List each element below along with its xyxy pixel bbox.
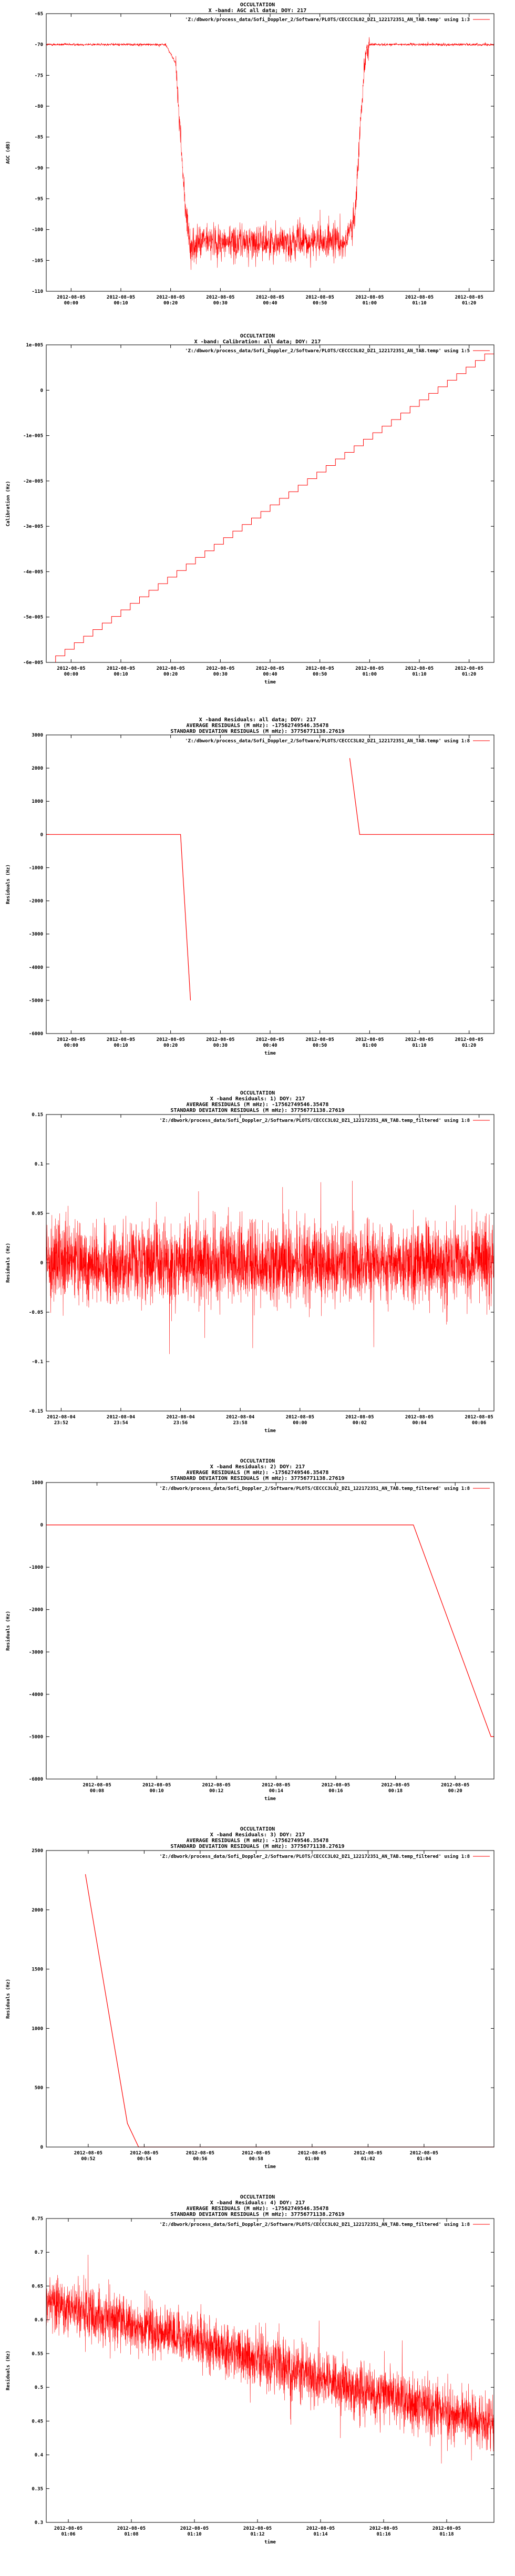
x-tick-label-date: 2012-08-05 [57,295,86,300]
series-line [46,1525,494,1737]
x-tick-label-date: 2012-08-05 [321,1783,351,1788]
x-tick-label-date: 2012-08-05 [355,1037,384,1042]
y-axis-label: Residuals (Hz) [6,864,11,904]
y-tick-label: -4e-005 [23,569,43,575]
y-axis-label: Residuals (Hz) [6,2350,11,2390]
x-tick-label-date: 2012-08-05 [255,1037,285,1042]
y-tick-label: 0.4 [34,2452,43,2458]
x-tick-label-time: 00:20 [163,1043,178,1048]
y-tick-label: -0.05 [28,1310,43,1315]
y-tick-label: 3000 [32,733,43,738]
y-tick-label: -5e-005 [23,615,43,620]
chart-title-line: AVERAGE RESIDUALS (M mHz): -17562749546.35478 [186,2206,329,2212]
x-axis-label: time [264,1428,276,1434]
series-group [46,2255,494,2463]
x-tick-label-date: 2012-08-05 [305,295,334,300]
y-tick-label: -110 [32,289,43,294]
x-tick-label-date: 2012-08-05 [156,1037,185,1042]
y-tick-label: -1e-005 [23,433,43,439]
x-tick-label-time: 01:10 [412,672,427,677]
chart-title-line: X -band Residuals: 2) DOY: 217 [210,1464,305,1470]
x-tick-label-date: 2012-08-05 [355,666,384,671]
x-tick-label-time: 00:04 [412,1420,427,1426]
chart-title-line: OCCULTATION [240,1458,275,1464]
y-tick-label: 1000 [32,2026,43,2032]
chart-panel-1 [0,0,515,331]
y-tick-label: -5000 [28,998,43,1004]
y-tick-label: -2000 [28,1607,43,1613]
y-tick-label: -6000 [28,1777,43,1782]
y-tick-label: 1e-005 [26,343,43,348]
x-tick-label-time: 00:02 [352,1420,367,1426]
legend-label: 'Z:/dbwork/process_data/Sofi_Doppler_2/Software/PLOTS/CECCC3L02_DZ1_122172351_AN_TAB.temp_filtered' using 1:8 [159,1486,470,1491]
x-tick-label-date: 2012-08-04 [166,1415,195,1420]
x-tick-label-date: 2012-08-05 [354,2151,383,2156]
x-tick-label-time: 00:30 [213,1043,228,1048]
x-tick-label-time: 00:54 [137,2156,151,2162]
plot-frame [46,1483,494,1779]
chart-title-line: AVERAGE RESIDUALS (M mHz): -17562749546.35478 [186,1102,329,1108]
y-tick-label: 0.3 [34,2520,43,2526]
y-tick-label: 0.05 [32,1211,43,1217]
x-tick-label-time: 01:14 [313,2532,328,2537]
x-tick-label-time: 00:56 [193,2156,208,2162]
x-tick-label-date: 2012-08-05 [455,666,483,671]
chart-svg [0,1088,515,1455]
x-tick-label-time: 00:50 [313,301,327,306]
y-tick-label: -100 [32,227,43,233]
x-tick-label-time: 23:56 [173,1420,188,1426]
x-tick-label-time: 00:18 [388,1788,403,1794]
chart-panel-6 [0,1824,515,2192]
x-tick-label-time: 00:52 [81,2156,96,2162]
y-axis-label: Residuals (Hz) [6,1611,11,1651]
y-tick-label: 0.45 [32,2419,43,2425]
x-tick-label-date: 2012-08-05 [57,1037,86,1042]
y-tick-label: -80 [34,104,43,109]
x-tick-label-time: 00:40 [263,1043,277,1048]
x-tick-label-date: 2012-08-05 [243,2526,272,2531]
chart-panel-2 [0,331,515,715]
x-tick-label-time: 23:52 [54,1420,68,1426]
x-tick-label-time: 00:20 [163,672,178,677]
x-tick-label-time: 00:10 [114,672,128,677]
chart-title-line: STANDARD DEVIATION RESIDUALS (M mHz): 37756771138.27619 [170,729,345,734]
x-tick-label-date: 2012-08-05 [369,2526,398,2531]
x-tick-label-date: 2012-08-05 [405,1415,434,1420]
y-tick-label: 1000 [32,1480,43,1486]
chart-title-line: X -band: Calibration: all data; DOY: 217 [194,339,321,345]
x-tick-label-time: 00:30 [213,672,228,677]
x-tick-label-date: 2012-08-05 [297,2151,326,2156]
x-tick-label-time: 00:20 [163,301,178,306]
y-tick-label: 0.1 [34,1162,43,1167]
x-tick-label-time: 01:06 [61,2532,76,2537]
y-tick-label: 0 [40,1261,43,1266]
x-tick-label-date: 2012-08-05 [83,1783,111,1788]
y-tick-label: -0.1 [32,1359,43,1365]
chart-title-line: STANDARD DEVIATION RESIDUALS (M mHz): 37756771138.27619 [170,1476,345,1481]
x-tick-label-date: 2012-08-04 [106,1415,136,1420]
x-tick-label-date: 2012-08-05 [242,2151,271,2156]
y-tick-label: 0 [40,2145,43,2150]
series-line [350,758,495,834]
series-group [46,354,494,662]
x-tick-label-date: 2012-08-05 [455,1037,483,1042]
x-tick-label-date: 2012-08-05 [432,2526,461,2531]
x-tick-label-time: 00:40 [263,672,277,677]
chart-title-line: STANDARD DEVIATION RESIDUALS (M mHz): 37756771138.27619 [170,2212,345,2217]
y-tick-label: 0.7 [34,2250,43,2256]
x-axis-label: time [264,1051,276,1056]
y-tick-label: -85 [34,135,43,140]
x-tick-label-time: 01:10 [412,1043,427,1048]
x-tick-label-date: 2012-08-05 [305,1037,334,1042]
chart-title-line: AVERAGE RESIDUALS (M mHz): -17562749546.35478 [186,1838,329,1844]
x-tick-label-time: 00:10 [114,301,128,306]
x-tick-label-date: 2012-08-05 [405,1037,434,1042]
chart-panel-7 [0,2192,515,2576]
y-axis-label: Residuals (Hz) [6,1979,11,2019]
y-tick-label: 0 [40,1522,43,1528]
x-tick-label-time: 00:16 [328,1788,343,1794]
chart-svg [0,2192,515,2575]
chart-panel-3 [0,715,515,1088]
series-line [46,354,494,662]
chart-svg [0,331,515,714]
x-tick-label-time: 01:00 [362,301,377,306]
chart-title-line: X -band Residuals: 3) DOY: 217 [210,1832,305,1838]
x-tick-label-date: 2012-08-05 [206,1037,235,1042]
chart-title-line: X -band Residuals: 4) DOY: 217 [210,2200,305,2206]
y-tick-label: 0.55 [32,2351,43,2357]
y-tick-label: -6000 [28,1031,43,1037]
x-tick-label-date: 2012-08-05 [180,2526,209,2531]
series-group [46,37,494,270]
y-tick-label: -70 [34,42,43,48]
series-line [86,1874,495,2147]
x-tick-label-date: 2012-08-05 [255,666,285,671]
x-tick-label-date: 2012-08-05 [54,2526,83,2531]
chart-title-line: OCCULTATION [240,2,275,8]
x-tick-label-time: 00:20 [448,1788,462,1794]
series-line [46,834,191,1000]
series-line [46,37,494,270]
legend-label: 'Z:/dbwork/process_data/Sofi_Doppler_2/Software/PLOTS/CECCC3L02_DZ1_122172351_AN_TAB.temp' using 1:3 [185,17,470,23]
chart-title-line: OCCULTATION [240,1090,275,1096]
x-tick-label-date: 2012-08-05 [57,666,86,671]
x-tick-label-date: 2012-08-05 [305,666,334,671]
x-tick-label-date: 2012-08-05 [206,295,235,300]
x-tick-label-date: 2012-08-05 [156,666,185,671]
chart-svg [0,1456,515,1823]
series-group [46,1181,494,1354]
x-tick-label-time: 00:00 [64,301,78,306]
y-tick-label: -0.15 [28,1409,43,1414]
chart-svg [0,1824,515,2191]
x-tick-label-time: 01:00 [305,2156,320,2162]
y-tick-label: -4000 [28,1692,43,1698]
x-tick-label-time: 00:50 [313,1043,327,1048]
x-tick-label-date: 2012-08-05 [355,295,384,300]
chart-title-line: STANDARD DEVIATION RESIDUALS (M mHz): 37756771138.27619 [170,1108,345,1113]
x-tick-label-time: 01:00 [362,672,377,677]
chart-title-line: STANDARD DEVIATION RESIDUALS (M mHz): 37756771138.27619 [170,1844,345,1849]
x-axis-label: time [264,2164,276,2170]
legend-label: 'Z:/dbwork/process_data/Sofi_Doppler_2/Software/PLOTS/CECCC3L02_DZ1_122172351_AN_TAB.temp_filtered' using 1:8 [159,2222,470,2227]
plot-frame [46,345,494,662]
x-tick-label-time: 00:30 [213,301,228,306]
y-tick-label: 1500 [32,1967,43,1972]
y-tick-label: 0.5 [34,2385,43,2391]
y-tick-label: -1000 [28,1565,43,1571]
y-tick-label: 2500 [32,1848,43,1854]
x-tick-label-date: 2012-08-05 [306,2526,335,2531]
x-tick-label-time: 01:16 [376,2532,391,2537]
x-tick-label-date: 2012-08-05 [74,2151,102,2156]
x-tick-label-time: 23:58 [233,1420,248,1426]
y-tick-label: 500 [34,2086,43,2091]
x-tick-label-time: 00:40 [263,301,277,306]
legend-label: 'Z:/dbwork/process_data/Sofi_Doppler_2/Software/PLOTS/CECCC3L02_DZ1_122172351_AN_TAB.temp' using 1:8 [185,739,470,744]
x-tick-label-date: 2012-08-05 [255,295,285,300]
x-tick-label-date: 2012-08-05 [106,1037,136,1042]
y-tick-label: -95 [34,197,43,202]
x-tick-label-date: 2012-08-05 [465,1415,493,1420]
y-tick-label: -90 [34,166,43,171]
y-tick-label: 2000 [32,1907,43,1913]
x-tick-label-date: 2012-08-05 [405,666,434,671]
x-tick-label-time: 00:58 [249,2156,263,2162]
x-tick-label-date: 2012-08-05 [186,2151,214,2156]
x-tick-label-date: 2012-08-05 [202,1783,231,1788]
y-tick-label: -65 [34,12,43,17]
chart-title-line: X -band: AGC all data; DOY: 217 [208,8,307,14]
series-line [46,2255,494,2463]
x-tick-label-date: 2012-08-05 [409,2151,438,2156]
x-tick-label-time: 01:20 [462,672,477,677]
x-tick-label-time: 01:10 [187,2532,202,2537]
x-axis-label: time [264,1796,276,1802]
x-tick-label-date: 2012-08-05 [130,2151,159,2156]
series-line [46,1181,494,1354]
x-axis-label: time [264,680,276,685]
plot-frame [46,735,494,1034]
x-tick-label-date: 2012-08-05 [156,295,185,300]
x-tick-label-time: 00:50 [313,672,327,677]
x-tick-label-date: 2012-08-05 [262,1783,291,1788]
chart-panel-5 [0,1456,515,1824]
y-tick-label: -2e-005 [23,478,43,484]
y-tick-label: 0.65 [32,2284,43,2289]
y-tick-label: 0.15 [32,1112,43,1118]
y-tick-label: 0.35 [32,2486,43,2492]
y-tick-label: -4000 [28,965,43,970]
y-tick-label: 0.6 [34,2317,43,2323]
y-tick-label: 2000 [32,766,43,772]
y-tick-label: -105 [32,258,43,264]
y-tick-label: -3e-005 [23,524,43,530]
series-group [86,1874,495,2147]
x-tick-label-time: 23:54 [114,1420,128,1426]
plot-frame [46,1851,494,2147]
x-tick-label-time: 01:08 [124,2532,139,2537]
y-tick-label: -6e-005 [23,660,43,666]
x-tick-label-date: 2012-08-05 [142,1783,171,1788]
chart-svg [0,0,515,330]
y-tick-label: -3000 [28,1650,43,1655]
x-tick-label-time: 01:10 [412,301,427,306]
x-tick-label-time: 01:00 [362,1043,377,1048]
legend-label: 'Z:/dbwork/process_data/Sofi_Doppler_2/Software/PLOTS/CECCC3L02_DZ1_122172351_AN_TAB.temp_filtered' using 1:8 [159,1854,470,1859]
x-tick-label-date: 2012-08-05 [345,1415,374,1420]
chart-title-line: OCCULTATION [240,2194,275,2200]
x-tick-label-time: 01:12 [250,2532,265,2537]
x-tick-label-date: 2012-08-05 [441,1783,470,1788]
x-tick-label-date: 2012-08-04 [47,1415,76,1420]
y-tick-label: 1000 [32,799,43,805]
x-tick-label-time: 01:20 [462,301,477,306]
legend-label: 'Z:/dbwork/process_data/Sofi_Doppler_2/Software/PLOTS/CECCC3L02_DZ1_122172351_AN_TAB.temp_filtered' using 1:8 [159,1118,470,1123]
series-group [46,1525,494,1737]
chart-title-line: AVERAGE RESIDUALS (M mHz): -17562749546.35478 [186,1470,329,1476]
x-tick-label-time: 00:00 [293,1420,307,1426]
chart-title-line: AVERAGE RESIDUALS (M mHz): -17562749546.35478 [186,723,329,729]
series-group [46,758,494,1000]
legend-label: 'Z:/dbwork/process_data/Sofi_Doppler_2/Software/PLOTS/CECCC3L02_DZ1_122172351_AN_TAB.temp' using 1:5 [185,349,470,354]
chart-title-line: X -band Residuals: all data; DOY: 217 [199,717,316,723]
y-tick-label: -2000 [28,898,43,904]
chart-title-line: OCCULTATION [240,1826,275,1832]
x-tick-label-date: 2012-08-05 [106,295,136,300]
x-tick-label-date: 2012-08-05 [405,295,434,300]
x-tick-label-time: 00:10 [149,1788,164,1794]
x-tick-label-date: 2012-08-05 [117,2526,146,2531]
x-tick-label-time: 01:18 [439,2532,454,2537]
y-axis-label: AGC (dB) [6,141,11,164]
chart-title-line: X -band Residuals: 1) DOY: 217 [210,1096,305,1102]
x-tick-label-time: 01:02 [360,2156,375,2162]
x-tick-label-time: 00:08 [90,1788,105,1794]
x-tick-label-time: 00:12 [209,1788,224,1794]
y-tick-label: -1000 [28,865,43,871]
y-tick-label: -3000 [28,932,43,937]
x-tick-label-date: 2012-08-05 [206,666,235,671]
x-tick-label-date: 2012-08-05 [106,666,136,671]
x-tick-label-date: 2012-08-04 [226,1415,255,1420]
chart-title-line: OCCULTATION [240,333,275,339]
y-tick-label: -75 [34,73,43,79]
x-tick-label-time: 00:14 [269,1788,283,1794]
y-axis-label: Residuals (Hz) [6,1243,11,1283]
chart-panel-4 [0,1088,515,1456]
x-tick-label-date: 2012-08-05 [381,1783,410,1788]
x-tick-label-time: 01:20 [462,1043,477,1048]
x-tick-label-time: 00:06 [472,1420,487,1426]
y-tick-label: 0 [40,388,43,394]
x-tick-label-date: 2012-08-05 [455,295,483,300]
x-tick-label-time: 00:10 [114,1043,128,1048]
chart-svg [0,715,515,1087]
x-tick-label-time: 01:04 [417,2156,431,2162]
x-tick-label-time: 00:00 [64,1043,78,1048]
y-axis-label: Calibration (Hz) [6,481,11,527]
x-tick-label-date: 2012-08-05 [285,1415,314,1420]
x-axis-label: time [264,2540,276,2545]
y-tick-label: -5000 [28,1734,43,1740]
y-tick-label: 0.75 [32,2216,43,2222]
x-tick-label-time: 00:00 [64,672,78,677]
y-tick-label: 0 [40,832,43,838]
